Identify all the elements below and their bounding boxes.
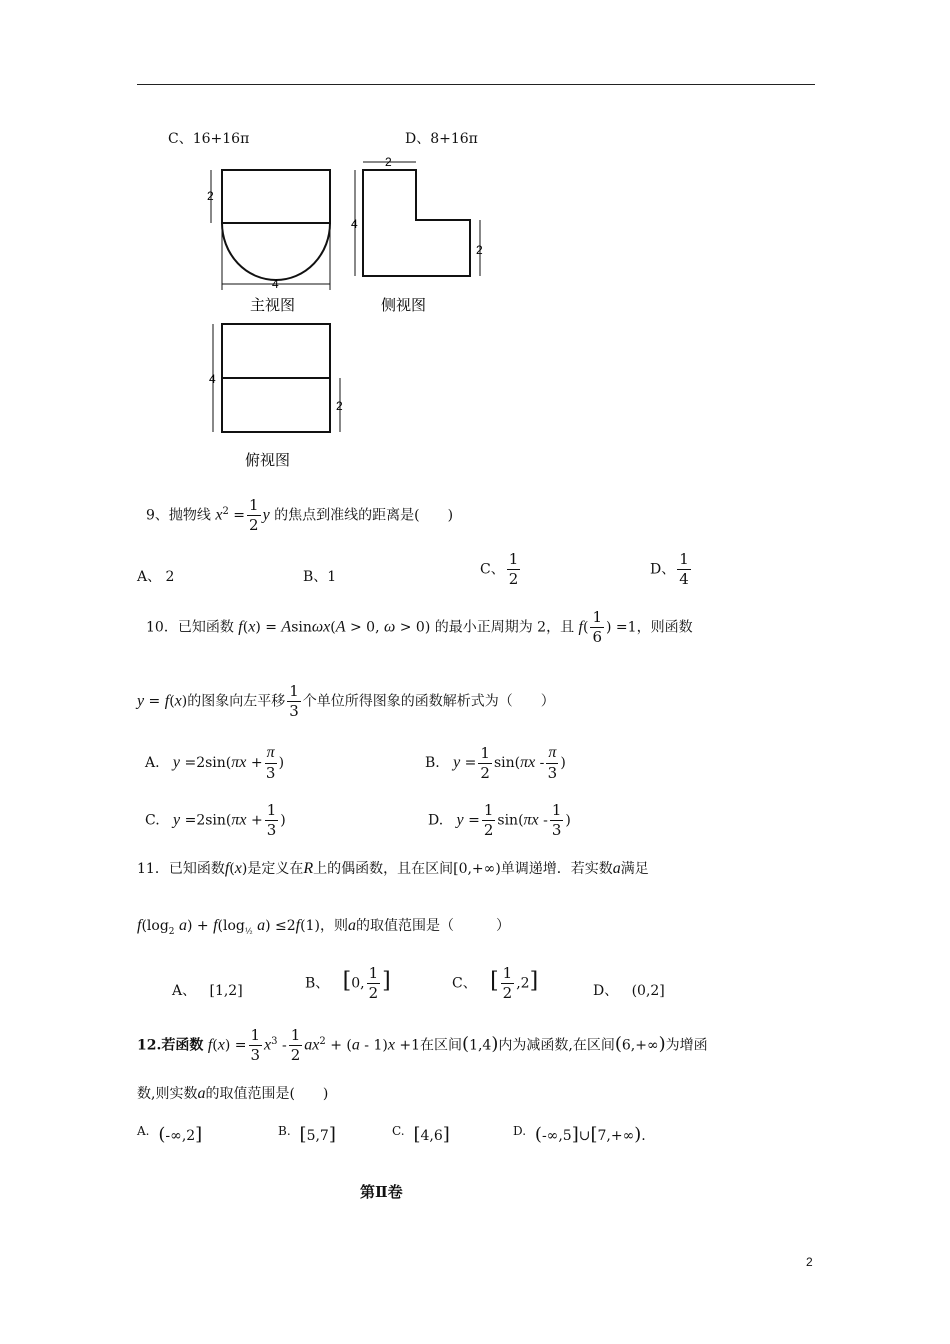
q10-stem: 10．已知函数 f(x) = Asinωx(A > 0, ω > 0) 的最小正周期为 2，且 f( $\frac{1}{6}$ ) =1，则函数: [146, 608, 693, 646]
q9-option-c: C、 $\frac{1}{2}$: [480, 550, 519, 588]
side-dim-right: 2: [476, 243, 483, 257]
side-view: [351, 155, 483, 314]
front-dim-height: 2: [207, 189, 214, 203]
q8-option-d: D、8+16π: [405, 131, 478, 147]
q11-option-a: A、 [1,2]: [172, 983, 243, 999]
three-view-figure: [205, 150, 505, 480]
q11-option-d: D、 (0,2]: [593, 983, 665, 999]
q9-prefix: 9、抛物线: [146, 507, 211, 524]
section-title: 第Ⅱ卷: [360, 1183, 403, 1201]
q12-stem: 12.若函数 f(x) = $\frac{1}{3}$ $x^3$ - $\frac{1}{2}$ $ax^2 + (a - 1)x +1$在区间(1,4)内为减函数,在区间(6,+∞)为增函: [137, 1026, 708, 1064]
q9-option-d: D、 $\frac{1}{4}$: [650, 550, 689, 588]
side-dim-height: 4: [351, 217, 358, 231]
q12-option-c: C. [4,6]: [392, 1124, 450, 1145]
q12-line2: 数,则实数a的取值范围是( ): [137, 1085, 329, 1102]
front-view-label: 主视图: [250, 297, 296, 314]
page-number: 2: [806, 1255, 813, 1269]
q11-stem: 11．已知函数f(x)是定义在R上的偶函数，且在区间[0,+∞)单调递增．若实数a满足: [137, 860, 649, 877]
q9-option-a: A、 2: [137, 569, 175, 585]
q8-option-c: C、16+16π: [168, 131, 250, 147]
side-view-label: 侧视图: [381, 297, 427, 314]
q10-option-c: C. y =2sin(πx + $\frac{1}{3}$ ): [145, 801, 286, 839]
side-dim-top: 2: [385, 155, 392, 169]
header-rule: [137, 84, 815, 85]
q10-option-d: D. y = $\frac{1}{2}$ sin(πx - $\frac{1}{3}$ ): [428, 801, 571, 839]
top-dim-height: 4: [209, 372, 216, 386]
q12-option-d: D. (-∞,5]∪[7,+∞).: [513, 1124, 646, 1145]
q10-line2: y = f(x)的图象向左平移 $\frac{1}{3}$ 个单位所得图象的函数解析式为（ ）: [137, 682, 555, 720]
q11-option-c: C、 [ $\frac{1}{2}$ ,2]: [452, 964, 539, 1002]
q11-line2: $f(\log_2$ $a) + f(\log_{\frac{1}{2}}$ a) ≤2f(1)，则a的取值范围是（ ）: [137, 917, 510, 937]
q9-option-b: B、1: [303, 569, 337, 585]
q10-option-a: A. y =2sin(πx + $\frac{\pi}{3}$ ): [145, 744, 285, 782]
front-view: [207, 170, 330, 314]
front-dim-width: 4: [272, 277, 279, 291]
q12-option-b: B. [5,7]: [278, 1124, 336, 1145]
q10-option-b: B. y = $\frac{1}{2}$ sin(πx - $\frac{\pi}{3}$ ): [425, 743, 566, 782]
top-dim-right: 2: [336, 399, 343, 413]
q11-option-b: B、 [0, $\frac{1}{2}$ ]: [305, 964, 391, 1002]
top-view: [209, 324, 343, 469]
q12-option-a: A. (-∞,2]: [137, 1124, 203, 1145]
q9-suffix: 的焦点到准线的距离是( ): [274, 507, 454, 524]
q9-stem: 9、抛物线 $x^2$ = $\frac{1}{2}$ y 的焦点到准线的距离是( ): [146, 496, 454, 534]
top-view-label: 俯视图: [245, 452, 291, 469]
